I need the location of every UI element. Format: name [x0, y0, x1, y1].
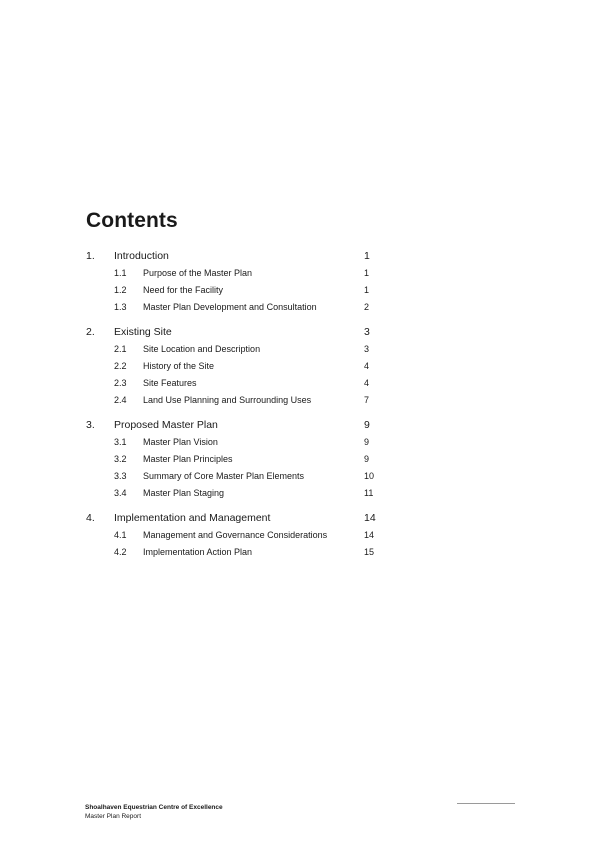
toc-page-number: 2: [364, 302, 370, 312]
toc-entry-subsection[interactable]: [86, 527, 386, 544]
toc-entry-subsection[interactable]: [86, 468, 386, 485]
toc-entry-subsection[interactable]: [86, 375, 386, 392]
toc-subsection-title: Implementation Action Plan: [143, 547, 253, 557]
toc-subsection-title: Need for the Facility: [143, 285, 224, 295]
toc-entry-subsection[interactable]: [86, 392, 386, 409]
toc-section-title: Introduction: [114, 250, 169, 262]
toc-subsection-title: History of the Site: [143, 361, 215, 371]
toc-subsection-title: Site Location and Description: [143, 344, 261, 354]
toc-subsection-number: 3.3: [114, 471, 127, 481]
toc-section-title: Proposed Master Plan: [114, 419, 218, 431]
toc-subsection-title: Master Plan Principles: [143, 454, 233, 464]
toc-subsection-number: 3.4: [114, 488, 127, 498]
toc-subsection-title: Master Plan Development and Consultation: [143, 302, 317, 312]
toc-entry-subsection[interactable]: [86, 451, 386, 468]
toc-section-number: 1.: [86, 250, 95, 262]
toc-section-title: Existing Site: [114, 326, 172, 338]
toc-subsection-number: 1.3: [114, 302, 127, 312]
toc-entry-subsection[interactable]: [86, 265, 386, 282]
toc-page-number: 4: [364, 361, 370, 371]
toc-section-spacer: [86, 409, 386, 416]
toc-entry-subsection[interactable]: [86, 282, 386, 299]
toc-section-number: 4.: [86, 512, 95, 524]
toc-page-number: 9: [364, 454, 370, 464]
toc-subsection-number: 1.1: [114, 268, 127, 278]
toc-entry-subsection[interactable]: [86, 434, 386, 451]
table-of-contents: [86, 247, 386, 561]
toc-subsection-title: Summary of Core Master Plan Elements: [143, 471, 305, 481]
toc-page-number: 9: [364, 437, 370, 447]
toc-subsection-number: 2.4: [114, 395, 127, 405]
toc-page-number: 3: [364, 344, 370, 354]
toc-section-number: 3.: [86, 419, 95, 431]
toc-subsection-number: 4.2: [114, 547, 127, 557]
toc-section: [86, 416, 386, 509]
toc-page-number: 15: [364, 547, 375, 557]
toc-subsection-title: Management and Governance Considerations: [143, 530, 328, 540]
toc-entry-subsection[interactable]: [86, 341, 386, 358]
toc-page-number: 14: [364, 530, 375, 540]
toc-page-number: 1: [364, 285, 370, 295]
toc-subsection-number: 3.1: [114, 437, 127, 447]
toc-section-number: 2.: [86, 326, 95, 338]
toc-section-spacer: [86, 316, 386, 323]
toc-subsection-number: 2.2: [114, 361, 127, 371]
toc-subsection-number: 2.1: [114, 344, 127, 354]
toc-entry-section[interactable]: [86, 323, 386, 341]
footer-report-title: Master Plan Report: [85, 813, 141, 820]
toc-subsection-number: 1.2: [114, 285, 127, 295]
footer-divider: [457, 803, 515, 804]
toc-subsection-number: 3.2: [114, 454, 127, 464]
toc-page-number: 1: [364, 268, 370, 278]
toc-subsection-number: 4.1: [114, 530, 127, 540]
toc-section-title: Implementation and Management: [114, 512, 271, 524]
footer-organisation: Shoalhaven Equestrian Centre of Excellence: [85, 804, 223, 811]
toc-entry-subsection[interactable]: [86, 358, 386, 375]
toc-page-number: 14: [364, 512, 376, 524]
toc-subsection-title: Master Plan Staging: [143, 488, 225, 498]
toc-entry-subsection[interactable]: [86, 485, 386, 502]
contents-heading: Contents: [86, 209, 178, 232]
toc-entry-subsection[interactable]: [86, 544, 386, 561]
toc-page-number: 4: [364, 378, 370, 388]
toc-subsection-title: Site Features: [143, 378, 197, 388]
toc-entry-subsection[interactable]: [86, 299, 386, 316]
toc-entry-section[interactable]: [86, 247, 386, 265]
toc-page-number: 11: [364, 488, 374, 498]
toc-section: [86, 509, 386, 561]
toc-section: [86, 247, 386, 323]
toc-page-number: 1: [364, 250, 370, 262]
toc-page-number: 3: [364, 326, 370, 338]
toc-subsection-title: Land Use Planning and Surrounding Uses: [143, 395, 312, 405]
toc-page-number: 9: [364, 419, 370, 431]
toc-section: [86, 323, 386, 416]
toc-section-spacer: [86, 502, 386, 509]
toc-subsection-number: 2.3: [114, 378, 127, 388]
toc-subsection-title: Purpose of the Master Plan: [143, 268, 253, 278]
toc-page-number: 7: [364, 395, 370, 405]
toc-page-number: 10: [364, 471, 375, 481]
toc-entry-section[interactable]: [86, 509, 386, 527]
page-footer: [85, 803, 223, 821]
toc-subsection-title: Master Plan Vision: [143, 437, 218, 447]
toc-entry-section[interactable]: [86, 416, 386, 434]
